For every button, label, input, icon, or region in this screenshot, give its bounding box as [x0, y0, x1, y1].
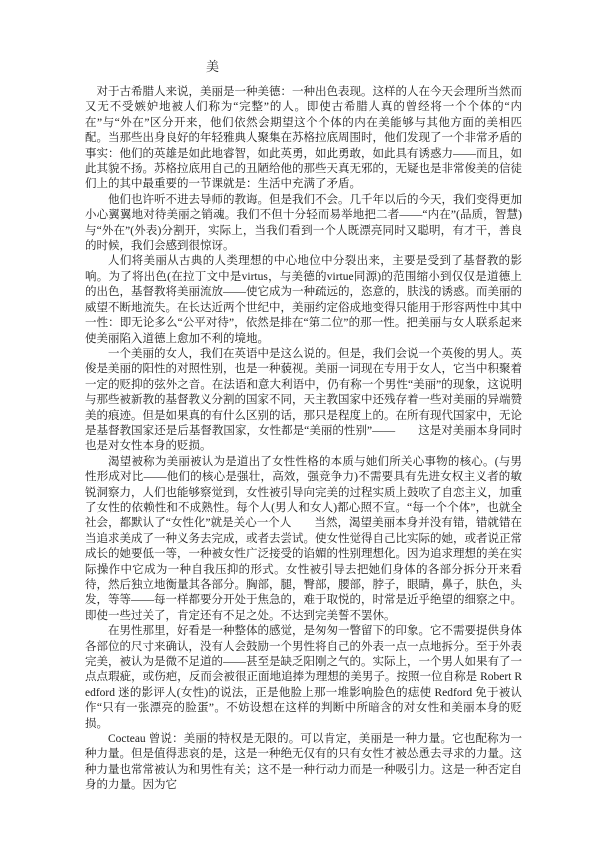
document-page [85, 56, 522, 794]
paragraph-beautiful-vs-handsome: 一个美丽的女人，我们在英语中是这么说的。但是，我们会说一个英俊的男人。英俊是美丽的阳性的对照性别，也是一种藐视。美丽一词现在专用于女人，它当中积聚着一定的贬抑的弦外之音。在法语和意大利语中，仍有称一个男性“美丽”的现象，这说明与那些被新教的基督教义分割的国家不同，天主教国家中还残存着一些对美丽的异端赞美的痕迹。但是如果真的有什么区别的话，那只是程度上的。在所有现代国家中，无论是基督教国家还是后基督教国家，女性都是“美丽的性别”—— 这是对美丽本身同时也是对女性本身的贬损。 [85, 347, 522, 453]
paragraph-greek-ideal: 对于古希腊人来说，美丽是一种美德：一种出色表现。这样的人在今天会理所当然而又无不受嫉妒地被人们称为“完整”的人。即使古希腊人真的曾经将一个个体的“内在”与“外在”区分开来，他们依然会期望这个个体的内在美能够与其他方面的美相匹配。当那些出身良好的年轻雅典人聚集在苏格拉底周围时，他们发现了一个非常矛盾的事实：他们的英雄是如此地睿智，如此英勇，如此勇敢，如此具有诱惑力——而且，如此其貌不扬。苏格拉底用自己的丑陋给他的那些天真无邪的，无疑也是非常俊美的信徒们上的其中最重要的一节课就是：生活中充满了矛盾。 [85, 86, 522, 191]
paragraph-christian-influence: 人们将美丽从古典的人类理想的中心地位中分裂出来，主要是受到了基督教的影响。为了将出色(在拉丁文中是virtus，与美德的virtue同源)的范围缩小到仅仅是道德上的出色，基督教将美丽流放——使它成为一种疏远的，恣意的，肤浅的诱惑。而美丽的威望不断地流失。在长达近两个世纪中，美丽约定俗成地变得只能用于形容两性中其中一性：即无论多么“公平对待”，依然是排在“第二位”的那一性。把美丽与女人联系起来使美丽陷入道德上愈加不利的境地。 [85, 255, 522, 345]
paragraph-cocteau-power: Cocteau 曾说：美丽的特权是无限的。可以肯定，美丽是一种力量。它也配称为一种力量。但是值得悲哀的是，这是一种绝无仅有的只有女性才被怂恿去寻求的力量。这种力量也常常被认为和男性有关；这不是一种行动力而是一种吸引力。这是一种否定自身的力量。因为它 [85, 733, 522, 792]
paragraph-desire-to-be-beautiful: 渴望被称为美丽被认为是道出了女性性格的本质与她们所关心事物的核心。(与男性形成对比——他们的核心是强壮，高效，强竞争力)不需要具有先进女权主义者的敏锐洞察力，人们也能够察觉到，女性被引导向完美的过程实质上鼓吹了自恋主义，加重了女性的依赖性和不成熟性。每个人(男人和女人)都心照不宣。“每一个个体”，也就全社会，都默认了“女性化”就是关心一个人 当然，渴望美丽本身并没有错，错就错在当追求美成了一种义务去完成，或者去尝试。使女性觉得自己比实际的她，或者说正常成长的她要低一等，一种被女性广泛接受的谄媚的性别理想化。因为追求理想的美在实际操作中它成为一种自我压抑的形式。女性被引导去把她们身体的各部分拆分开来看待，然后独立地衡量其各部分。胸部，腿，臀部，腰部，脖子，眼睛，鼻子，肤色，头发，等等——每一样都要分开处于焦急的，难于取悦的，时常是近乎绝望的细察之中。即使一些过关了，肯定还有不足之处。不达到完美誓不罢休。 [85, 455, 522, 622]
page-title: 美 [206, 59, 221, 74]
paragraph-inside-outside-split: 他们也许听不进去导师的教诲。但是我们不会。几千年以后的今天，我们变得更加小心翼翼地对待美丽之销魂。我们不但十分轻而易举地把二者——“内在”(品质，智慧)与“外在”(外表)分割开，实际上，当我们看到一个人既漂亮同时又聪明，有才干，善良的时候，我们会感到很惊讶。 [85, 193, 522, 253]
paragraph-men-good-looks: 在男性那里，好看是一种整体的感觉，是匆匆一瞥留下的印象。它不需要提供身体各部位的尺寸来确认，没有人会鼓励一个男性将自己的外表一点一点地拆分。至于外表完美，被认为是微不足道的——甚至是缺乏阳刚之气的。实际上，一个男人如果有了一点点瑕疵，或伤疤，反而会被很正面地追捧为理想的美男子。按照一位自称是 Robert Redford 迷的影评人(女性)的说法，正是他脸上那一堆影响脸色的痣使 Redford 免于被认作“只有一张漂亮的脸蛋”。不妨设想在这样的判断中所暗含的对女性和美丽本身的贬损。 [85, 625, 522, 730]
